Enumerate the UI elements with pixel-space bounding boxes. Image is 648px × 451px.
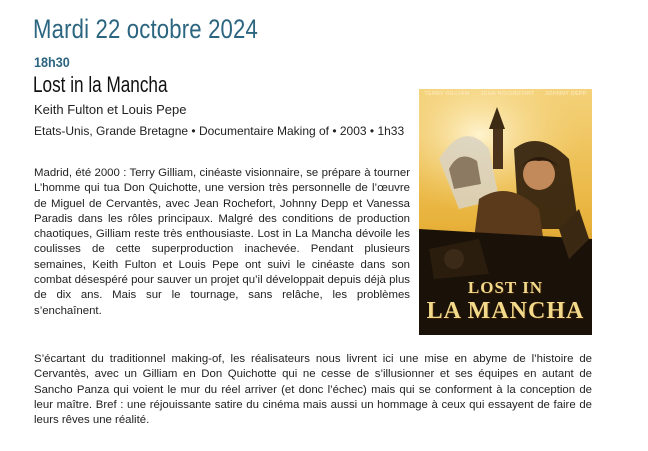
- film-directors: Keith Fulton et Louis Pepe: [34, 102, 187, 117]
- film-commentary: S’écartant du traditionnel making-of, les réalisateurs nous livrent ici une mise en abyme de l’histoire de Cervantès, avec un Gilliam en Don Quichotte qui ne cesse de s’illusionner et ses équipes en autant de Sancho Panza qui voient le mur du réel arriver (et donc l’échec) mais qui se conforment à la conception de leur maître. Bref : une réjouissante satire du cinéma mais aussi un hommage à ceux qui essayent de faire de leurs rêves une réalité.: [34, 353, 592, 427]
- film-synopsis: Madrid, été 2000 : Terry Gilliam, cinéaste visionnaire, se prépare à tourner L’homme qui tua Don Quichotte, une version très personnelle de l’œuvre de Miguel de Cervantès, avec Jean Rochefort, Johnny Depp et Vanessa Paradis dans les rôles principaux. Malgré des conditions de production chaotiques, Gilliam reste très enthousiaste. Lost in La Mancha dévoile les coulisses de cette superproduction inachevée. Pendant plusieurs semaines, Keith Fulton et Louis Pepe ont suivi le cinéaste dans son combat désespéré pour sauver un projet qu’il développait depuis déjà plus de dix ans. Mais sur le tournage, sans relâche, les problèmes s’enchaînent.: [34, 167, 410, 317]
- poster-credit-rochefort: JEAN ROCHEFORT: [480, 91, 535, 97]
- poster-credits: [419, 91, 592, 97]
- film-poster: [419, 89, 592, 335]
- screening-time: 18h30: [34, 54, 70, 70]
- program-date: Mardi 22 octobre 2024: [33, 14, 258, 44]
- poster-credit-depp: JOHNNY DEPP: [545, 91, 587, 97]
- poster-credit-gilliam: TERRY GILLIAM: [424, 91, 470, 97]
- film-details: Etats-Unis, Grande Bretagne • Documentaire Making of • 2003 • 1h33: [34, 124, 405, 138]
- film-title: Lost in la Mancha: [33, 72, 168, 97]
- poster-title-line1: LOST IN: [467, 278, 544, 297]
- poster-title-line2: LA MANCHA: [426, 298, 585, 324]
